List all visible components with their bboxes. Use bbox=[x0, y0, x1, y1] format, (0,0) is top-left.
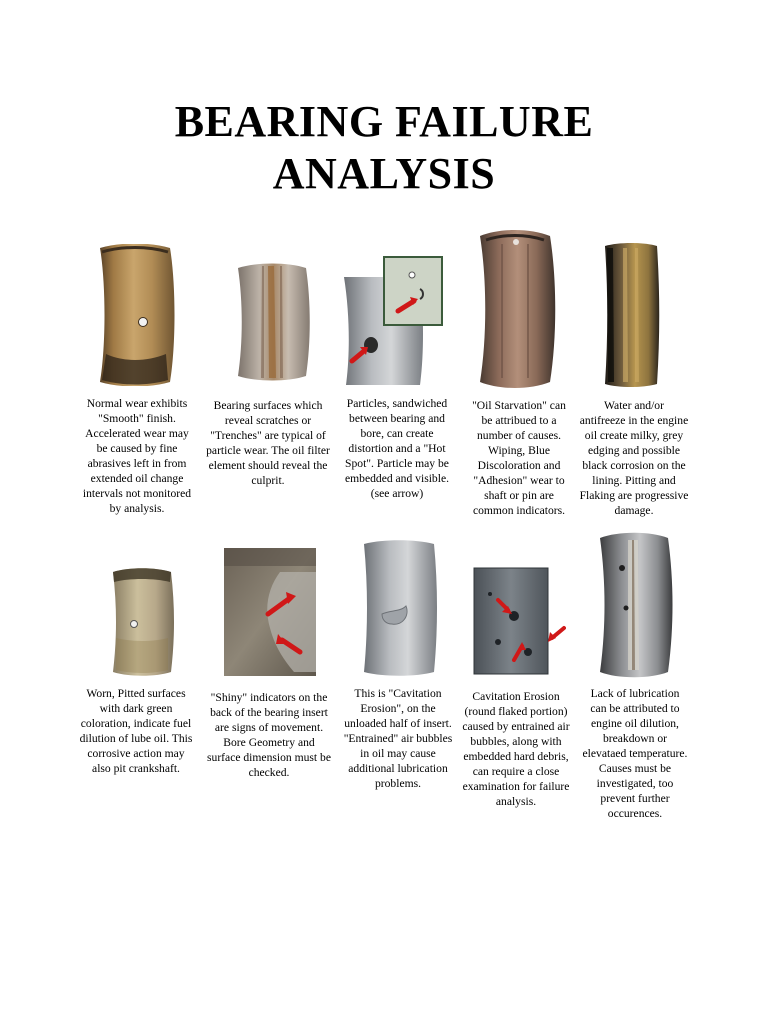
bearing-oil-starvation-image bbox=[472, 230, 558, 388]
caption-flaked-cavitation: Cavitation Erosion (round flaked portion) caused by entrained air bubbles, along with embedded hard debris, can require a close examination for failure analysis. bbox=[462, 690, 570, 808]
bearing-flaked-cavitation-image bbox=[470, 564, 566, 676]
caption-fuel-dilution: Worn, Pitted surfaces with dark green coloration, indicate fuel dilution of lube oil. This corrosive action may also pit crankshaft. bbox=[79, 687, 193, 775]
caption-oil-starvation: "Oil Starvation" can be attribued to a number of causes. Wiping, Blue Discoloration and "Adhesion" wear to shaft or pin are common indicators. bbox=[472, 399, 566, 517]
bearing-lack-of-lubrication-image bbox=[594, 532, 674, 678]
caption-shiny-indicators: "Shiny" indicators on the back of the bearing insert are signs of movement. Bore Geometry and surface dimension must be checked. bbox=[207, 691, 331, 779]
bearing-water-antifreeze-image bbox=[601, 242, 661, 388]
caption-water-antifreeze: Water and/or antifreeze in the engine oil create milky, grey edging and possible black corrosion on the lining. Pitting and Flaking are progressive damage. bbox=[579, 399, 689, 517]
bearing-cavitation-erosion-image bbox=[360, 540, 438, 676]
caption-cavitation-erosion: This is "Cavitation Erosion", on the unloaded half of insert. "Entrained" air bubbles in oil may cause additional lubrication problems. bbox=[343, 687, 453, 790]
bearing-particle-wear-image bbox=[232, 262, 312, 382]
caption-particle-wear: Bearing surfaces which reveal scratches or "Trenches" are typical of particle wear. The oil filter element should reveal the culprit. bbox=[206, 399, 330, 487]
bearing-normal-wear-image bbox=[94, 244, 176, 386]
bearing-shiny-indicators-image bbox=[224, 548, 316, 676]
title-line-2: ANALYSIS bbox=[272, 149, 496, 198]
title-line-1: BEARING FAILURE bbox=[174, 97, 594, 146]
caption-lack-of-lubrication: Lack of lubrication can be attributed to engine oil dilution, breakdown or elevataed temperature. Causes must be investigated, too prevent further occurences. bbox=[582, 687, 688, 820]
bearing-particle-embedded-image bbox=[340, 255, 444, 387]
bearing-fuel-dilution-image bbox=[108, 568, 176, 676]
caption-particle-embedded: Particles, sandwiched between bearing and bore, can create distortion and a "Hot Spot". Particle may be embedded and visible. (see arrow) bbox=[345, 397, 449, 500]
page-title bbox=[0, 96, 768, 200]
caption-normal-wear: Normal wear exhibits "Smooth" finish. Accelerated wear may be caused by fine abrasives left in from extended oil change intervals not monitored by analysis. bbox=[82, 397, 192, 515]
